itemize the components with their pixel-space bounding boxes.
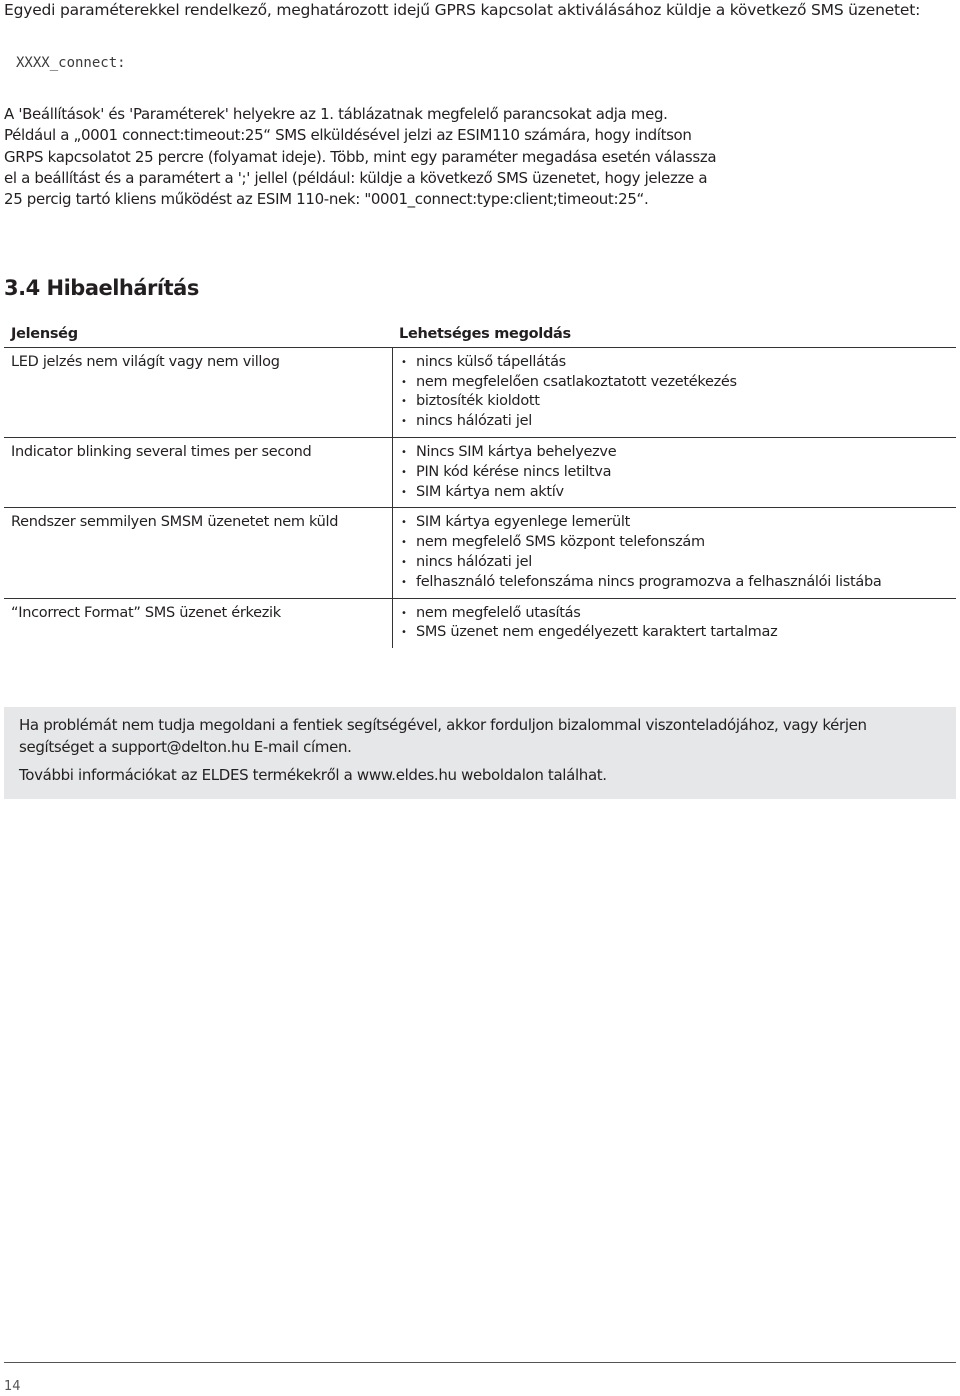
- solution-item: • PIN kód kérése nincs letiltva: [400, 463, 956, 483]
- table-row: [4, 508, 956, 598]
- table-row: [4, 438, 956, 508]
- solution-item: • SMS üzenet nem engedélyezett karaktert tartalmaz: [400, 623, 956, 643]
- solution-item: • nem megfelelő SMS központ telefonszám: [400, 533, 956, 553]
- support-note-box: [4, 707, 956, 799]
- solution-item: • nem megfelelő utasítás: [400, 604, 956, 624]
- solution-item: • nincs hálózati jel: [400, 553, 956, 573]
- table-header-row: [4, 322, 956, 348]
- troubleshooting-table: [4, 322, 956, 648]
- solution-header: Lehetséges megoldás: [399, 326, 571, 342]
- solution-item: • nincs külső tápellátás: [400, 353, 956, 373]
- solution-item: • SIM kártya nem aktív: [400, 483, 956, 503]
- symptom-cell: Rendszer semmilyen SMSM üzenetet nem küld: [11, 514, 339, 531]
- solution-item: • nincs hálózati jel: [400, 412, 956, 432]
- symptom-cell: Indicator blinking several times per second: [11, 443, 312, 460]
- solution-cell: [392, 438, 956, 507]
- solution-cell: [392, 599, 956, 649]
- footer-divider: [4, 1362, 956, 1363]
- section-title: 3.4 Hibaelhárítás: [4, 276, 199, 300]
- intro-text: Egyedi paraméterekkel rendelkező, meghatározott idejű GPRS kapcsolat aktiválásához küldje a következő SMS üzenetet:: [4, 1, 921, 19]
- solution-list: [400, 604, 956, 644]
- table-row: [4, 599, 956, 649]
- paragraph-line: Például a „0001 connect:timeout:25“ SMS elküldésével jelzi az ESIM110 számára, hogy indítson: [4, 126, 692, 145]
- page-number: 14: [4, 1379, 21, 1394]
- solution-item: • felhasználó telefonszáma nincs programozva a felhasználói listába: [400, 573, 956, 593]
- solution-cell: [392, 348, 956, 437]
- paragraph-line: el a beállítást és a paramétert a ';' jellel (például: küldje a következő SMS üzenetet, hogy jelezze a: [4, 168, 708, 187]
- solution-list: [400, 513, 956, 592]
- solution-list: [400, 353, 956, 432]
- paragraph-line: 25 percig tartó kliens működést az ESIM 110-nek: "0001_connect:type:client;timeout:25“.: [4, 190, 649, 209]
- instructions-paragraph: [4, 104, 744, 210]
- symptom-cell: LED jelzés nem világít vagy nem villog: [11, 353, 280, 370]
- solution-list: [400, 443, 956, 502]
- solution-item: • nem megfelelően csatlakoztatott vezetékezés: [400, 373, 956, 393]
- more-info-text: További információkat az ELDES termékekről a www.eldes.hu weboldalon találhat.: [19, 766, 607, 784]
- sms-command: XXXX_connect:: [16, 55, 126, 71]
- solution-item: • SIM kártya egyenlege lemerült: [400, 513, 956, 533]
- paragraph-line: A 'Beállítások' és 'Paraméterek' helyekre az 1. táblázatnak megfelelő parancsokat adja meg.: [4, 105, 668, 123]
- paragraph-line: GRPS kapcsolatot 25 percre (folyamat ideje). Több, mint egy paraméter megadása esetén válassza: [4, 147, 717, 166]
- solution-item: • biztosíték kioldott: [400, 392, 956, 412]
- solution-cell: [392, 508, 956, 597]
- solution-item: • Nincs SIM kártya behelyezve: [400, 443, 956, 463]
- symptom-header: Jelenség: [11, 326, 78, 342]
- table-row: [4, 348, 956, 438]
- support-note-text: Ha problémát nem tudja megoldani a fentiek segítségével, akkor forduljon bizalommal viszonteladójához, vagy kérjen segítséget a support@delton.hu E-mail címen.: [19, 716, 867, 756]
- symptom-cell: “Incorrect Format” SMS üzenet érkezik: [11, 604, 281, 621]
